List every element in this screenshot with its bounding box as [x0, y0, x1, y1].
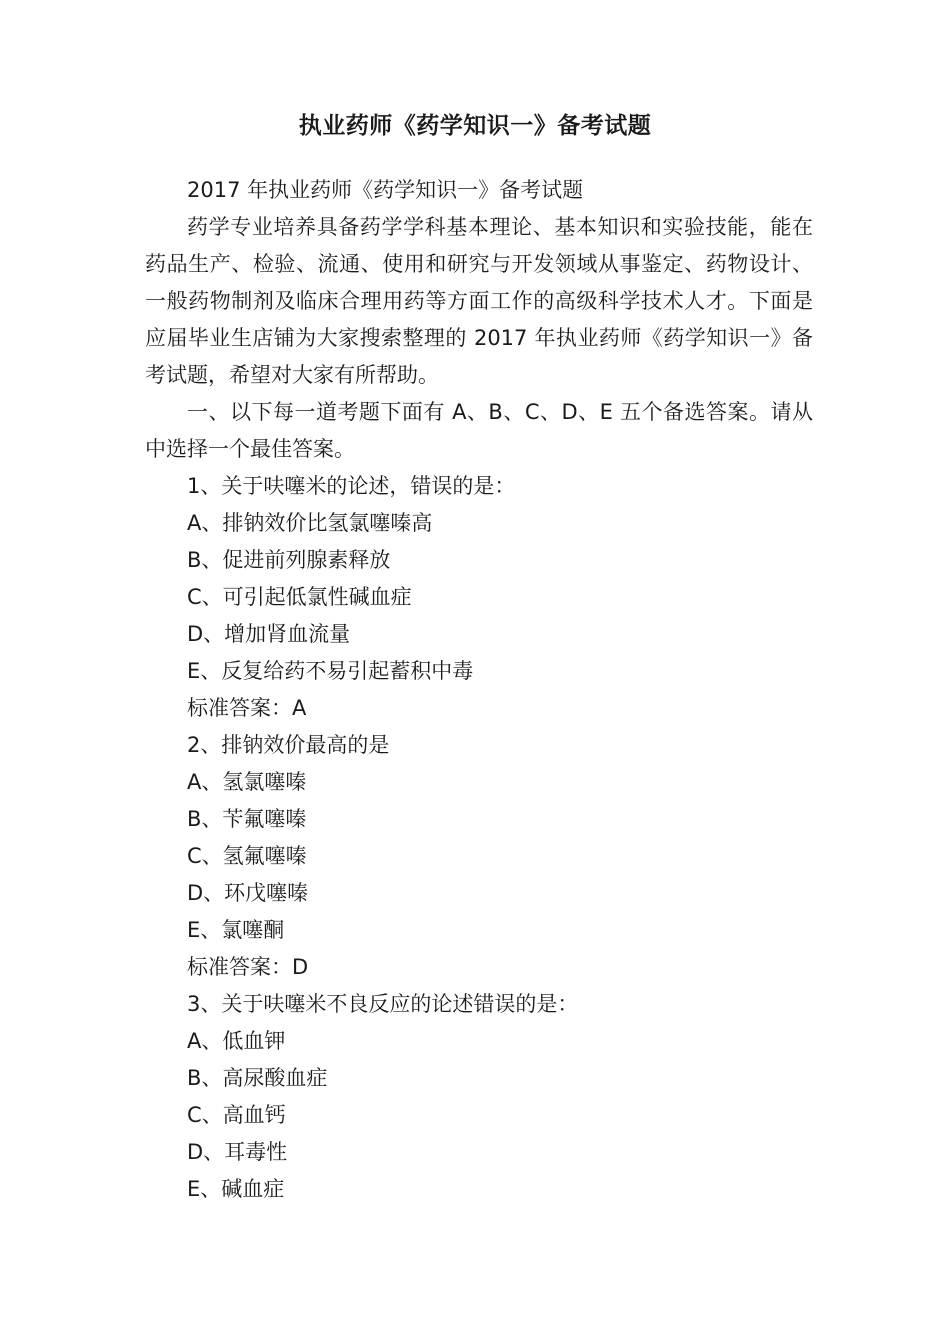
intro-paragraph: 药学专业培养具备药学学科基本理论、基本知识和实验技能，能在药品生产、检验、流通、使用和研究与开发领域从事鉴定、药物设计、一般药物制剂及临床合理用药等方面工作的高级科学技术人才。下面是应届毕业生店铺为大家搜索整理的 2017 年执业药师《药学知识一》备考试题，希望对大家有所帮助。: [145, 215, 813, 387]
option-a: A、氢氯噻嗪: [187, 770, 307, 794]
option-a: A、排钠效价比氢氯噻嗪高: [187, 511, 433, 535]
option-d: D、环戊噻嗪: [187, 881, 309, 905]
question-stem: 3、关于呋噻米不良反应的论述错误的是：: [187, 992, 579, 1016]
question-1: [145, 468, 813, 727]
standard-answer: 标准答案：D: [187, 955, 309, 979]
option-c: C、氢氟噻嗪: [187, 844, 307, 868]
question-stem: 2、排钠效价最高的是: [187, 733, 390, 757]
document-title: 执业药师《药学知识一》备考试题: [298, 113, 652, 139]
question-3: [145, 986, 813, 1208]
standard-answer: 标准答案：A: [187, 696, 307, 720]
question-stem: 1、关于呋噻米的论述，错误的是：: [187, 474, 516, 498]
option-b: B、高尿酸血症: [187, 1066, 328, 1090]
question-2: [145, 727, 813, 986]
option-e: E、碱血症: [187, 1177, 285, 1201]
option-a: A、低血钾: [187, 1029, 286, 1053]
section-heading: 一、以下每一道考题下面有 A、B、C、D、E 五个备选答案。请从中选择一个最佳答案。: [145, 400, 813, 461]
option-c: C、可引起低氯性碱血症: [187, 585, 412, 609]
option-e: E、氯噻酮: [187, 918, 285, 942]
option-b: B、苄氟噻嗪: [187, 807, 307, 831]
option-c: C、高血钙: [187, 1103, 286, 1127]
subtitle: 2017 年执业药师《药学知识一》备考试题: [187, 178, 584, 202]
document-body: [145, 172, 813, 1208]
option-d: D、耳毒性: [187, 1140, 288, 1164]
option-d: D、增加肾血流量: [187, 622, 351, 646]
option-e: E、反复给药不易引起蓄积中毒: [187, 659, 474, 683]
option-b: B、促进前列腺素释放: [187, 548, 391, 572]
